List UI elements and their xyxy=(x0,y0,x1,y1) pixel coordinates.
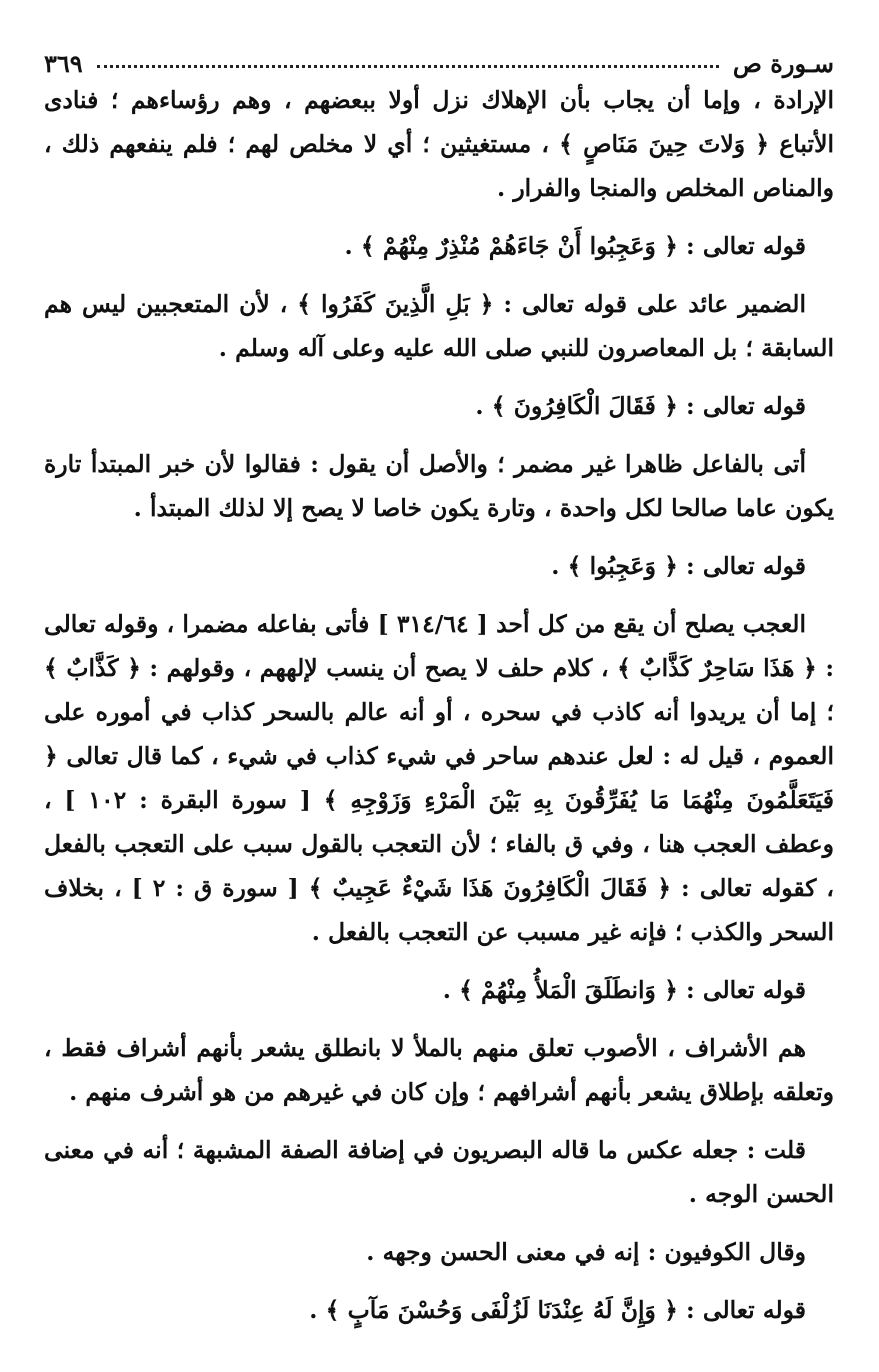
page-header xyxy=(44,38,834,78)
paragraph-commentary: هم الأشراف ، الأصوب تعلق منهم بالملأ لا بانطلق يشعر بأنهم أشراف فقط ، وتعلقه بإطلاق يشعر بأنهم أشرافهم ؛ وإن كان في غيرهم من هو أشرف منهم . xyxy=(44,1034,834,1106)
paragraph-commentary: الضمير عائد على قوله تعالى : ﴿ بَلِ الَّذِينَ كَفَرُوا ﴾ ، لأن المتعجبين ليس هم السابقة ؛ بل المعاصرون للنبي صلى الله عليه وعلى آله وسلم . xyxy=(44,290,834,362)
quran-citation: قوله تعالى : ﴿ وَانطَلَقَ الْمَلأُ مِنْهُمْ ﴾ . xyxy=(442,976,806,1004)
quran-citation: قوله تعالى : ﴿ وَعَجِبُوا ﴾ . xyxy=(551,552,806,580)
paragraph-commentary: أتى بالفاعل ظاهرا غير مضمر ؛ والأصل أن يقول : فقالوا لأن خبر المبتدأ تارة يكون عاما صالحا لكل واحدة ، وتارة يكون خاصا لا يصح إلا لذلك المبتدأ . xyxy=(44,450,834,522)
paragraph-commentary: العجب يصلح أن يقع من كل أحد [ ٣١٤/٦٤ ] فأتى بفاعله مضمرا ، وقوله تعالى : ﴿ هَذَا سَاحِرٌ كَذَّابٌ ﴾ ، كلام حلف لا يصح أن ينسب لإلههم ، وقولهم : ﴿ كَذَّابٌ ﴾ ؛ إما أن يريدوا أنه كاذب في سحره ، أو أنه عالم بالسحر كذاب في أموره على العموم ، قيل له : لعل عندهم ساحر في شيء كذاب في شيء ، كما قال تعالى ﴿ فَيَتَعَلَّمُونَ مِنْهُمَا مَا يُفَرِّقُونَ بِهِ بَيْنَ الْمَرْءِ وَزَوْجِهِ ﴾ [ سورة البقرة : ١٠٢ ] ، وعطف العجب هنا ، وفي ق بالفاء ؛ لأن التعجب بالقول سبب على التعجب بالفعل ، كقوله تعالى : ﴿ فَقَالَ الْكَافِرُونَ هَذَا شَيْءٌ عَجِيبٌ ﴾ [ سورة ق : ٢ ] ، بخلاف السحر والكذب ؛ فإنه غير مسبب عن التعجب بالفعل . xyxy=(44,610,835,946)
quran-citation: قوله تعالى : ﴿ فَقَالَ الْكَافِرُونَ ﴾ . xyxy=(475,392,806,420)
page-number: ٣٦٩ xyxy=(44,49,83,78)
book-page xyxy=(44,38,834,1332)
quran-citation: قوله تعالى : ﴿ وَعَجِبُوا أَنْ جَاءَهُمْ مُنْذِرٌ مِنْهُمْ ﴾ . xyxy=(344,232,806,260)
quran-citation: قوله تعالى : ﴿ وَإِنَّ لَهُ عِنْدَنَا لَزُلْفَى وَحُسْنَ مَآبٍ ﴾ . xyxy=(309,1296,806,1324)
header-dotted-leader xyxy=(97,65,719,68)
paragraph-continuation: الإرادة ، وإما أن يجاب بأن الإهلاك نزل أولا ببعضهم ، وهم رؤساءهم ؛ فنادى الأتباع ﴿ وَلاتَ حِينَ مَنَاصٍ ﴾ ، مستغيثين ؛ أي لا مخلص لهم ؛ فلم ينفعهم ذلك ، والمناص المخلص والمنجا والفرار . xyxy=(44,86,834,202)
paragraph-commentary: قلت : جعله عكس ما قاله البصريون في إضافة الصفة المشبهة ؛ أنه في معنى الحسن الوجه . xyxy=(44,1136,834,1208)
paragraph-commentary: وقال الكوفيون : إنه في معنى الحسن وجهه . xyxy=(366,1238,806,1266)
surah-title: سـورة ص xyxy=(732,49,834,78)
